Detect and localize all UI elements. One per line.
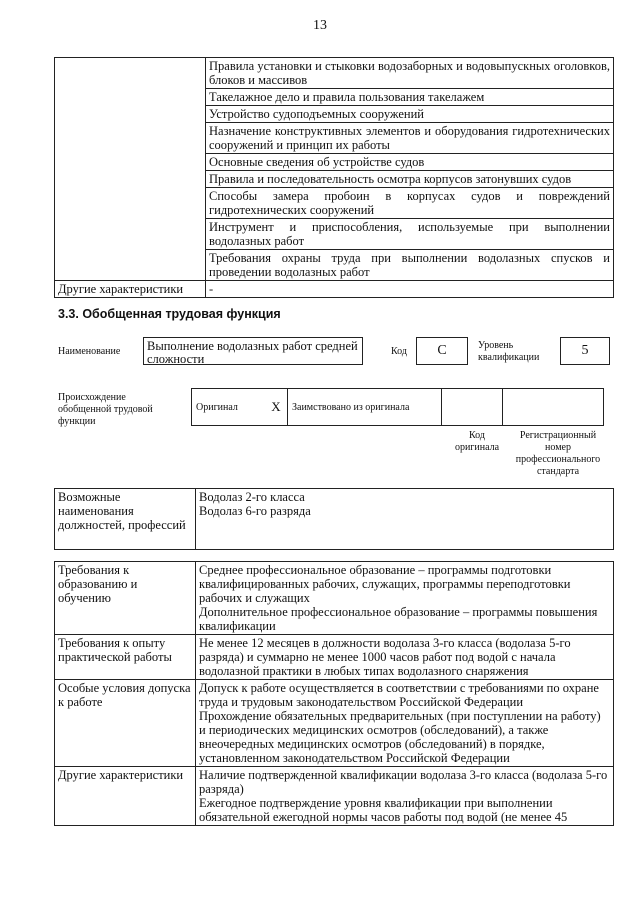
origin-label: Происхождение обобщенной трудовой функции [58, 392, 153, 427]
requirement-value [196, 562, 614, 635]
requirement-label: Особые условия допуска к работе [55, 680, 196, 767]
original-mark: X [265, 389, 288, 426]
requirement-label: Требования к образованию и обучению [55, 562, 196, 635]
table-row [55, 489, 614, 550]
name-label: Наименование [58, 346, 121, 357]
original-code-cell [442, 389, 503, 426]
registration-number-cell [503, 389, 604, 426]
table-cell: Требования охраны труда при выполнении водолазных спусков и проведении водолазных работ [206, 250, 614, 281]
requirement-label: Требования к опыту практической работы [55, 635, 196, 680]
requirement-label: Другие характеристики [55, 767, 196, 826]
origin-table [191, 388, 604, 426]
registration-caption: Регистрационный номер профессионального стандарта [515, 430, 601, 477]
table-row [55, 680, 614, 767]
section-title: 3.3. Обобщенная трудовая функция [58, 307, 281, 321]
table-cell: Назначение конструктивных элементов и оборудования гидротехнических сооружений и принцип их работы [206, 123, 614, 154]
knowledge-table [54, 57, 614, 298]
table-cell: Инструмент и приспособления, используемые при выполнении водолазных работ [206, 219, 614, 250]
requirement-line: Не менее 12 месяцев в должности водолаза 3-го класса (водолаза 5-го разряда) и суммарно не менее 1000 часов работ под водой с начала водолазной практики в любых типах водолазного снаряжения [199, 636, 571, 678]
positions-table [54, 488, 614, 550]
table-cell: Основные сведения об устройстве судов [206, 154, 614, 171]
code-label: Код [391, 346, 407, 357]
table-cell: Правила и последовательность осмотра корпусов затонувших судов [206, 171, 614, 188]
table-row [55, 58, 614, 89]
requirement-value [196, 680, 614, 767]
original-label: Оригинал [192, 389, 266, 426]
requirement-value [196, 635, 614, 680]
other-characteristics-value: - [206, 281, 614, 298]
table-cell: Такелажное дело и правила пользования такелажем [206, 89, 614, 106]
table-row [55, 767, 614, 826]
table-cell-empty [55, 58, 206, 281]
requirement-value [196, 767, 614, 826]
requirement-line: Допуск к работе осуществляется в соответствии с требованиями по охране труда и трудовым законодательством Российской Федерации [199, 681, 599, 709]
other-characteristics-label: Другие характеристики [55, 281, 206, 298]
positions-label: Возможные наименования должностей, профессий [55, 489, 196, 550]
table-row [55, 281, 614, 298]
page-number: 13 [313, 18, 327, 33]
table-row [55, 635, 614, 680]
table-cell: Способы замера пробоин в корпусах судов и повреждений гидротехнических сооружений [206, 188, 614, 219]
borrowed-label: Заимствовано из оригинала [288, 389, 442, 426]
level-label: Уровень квалификации [478, 340, 540, 363]
table-row [55, 562, 614, 635]
table-cell: Устройство судоподъемных сооружений [206, 106, 614, 123]
requirement-line: Среднее профессиональное образование – программы подготовки квалифицированных рабочих, служащих, программы переподготовки рабочих и служащих [199, 563, 571, 605]
position-item: Водолаз 2-го класса [199, 490, 305, 504]
positions-values [196, 489, 614, 550]
code-original-caption: Код оригинала [454, 430, 500, 453]
level-value-box: 5 [560, 337, 610, 365]
requirements-table [54, 561, 614, 826]
requirement-line: Дополнительное профессиональное образование – программы повышения квалификации [199, 605, 598, 633]
requirement-line: Наличие подтвержденной квалификации водолаза 3-го класса (водолаза 5-го разряда) [199, 768, 608, 796]
requirement-line: Прохождение обязательных предварительных (при поступлении на работу) и периодических медицинских осмотров (обследований), а также внеочередных медицинских осмотров (обследований) в порядке, установленном законодательством Российской Федерации [199, 709, 601, 765]
table-cell: Правила установки и стыковки водозаборных и водовыпускных оголовков, блоков и массивов [206, 58, 614, 89]
position-item: Водолаз 6-го разряда [199, 504, 311, 518]
table-row [192, 389, 604, 426]
function-name-box: Выполнение водолазных работ средней сложности [143, 337, 363, 365]
requirement-line: Ежегодное подтверждение уровня квалификации при выполнении обязательной ежегодной нормы часов работы под водой (не менее 45 [199, 796, 568, 824]
function-code-box: C [416, 337, 468, 365]
